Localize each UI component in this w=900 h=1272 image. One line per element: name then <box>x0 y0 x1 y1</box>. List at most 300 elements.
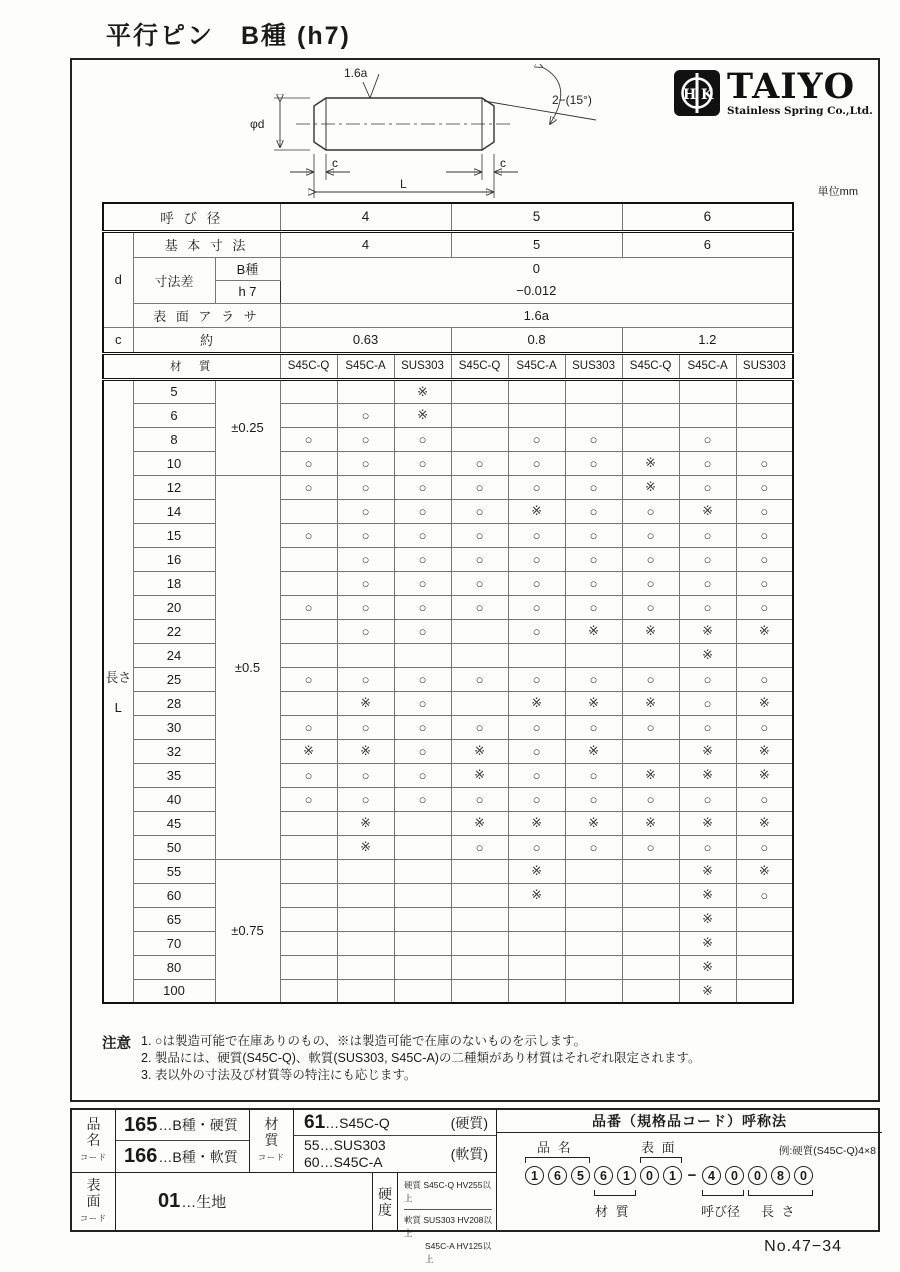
product-name-code-header <box>72 1110 116 1172</box>
code-digit: 1 <box>525 1166 544 1185</box>
chamfer-angle-label: 2−(15°) <box>552 93 592 107</box>
label-sub: コード <box>258 1153 285 1162</box>
availability-cell <box>394 811 451 835</box>
length-row <box>103 475 793 499</box>
availability-cell <box>736 955 793 979</box>
availability-cell <box>337 883 394 907</box>
code-digit: 0 <box>794 1166 813 1185</box>
basic-dim-value: 4 <box>280 231 451 257</box>
availability-cell <box>736 907 793 931</box>
label-char: 硬 <box>378 1185 392 1202</box>
availability-cell: ○ <box>622 835 679 859</box>
header-approx: 約 <box>133 327 280 353</box>
length-value: 50 <box>133 835 215 859</box>
spec-table <box>102 202 794 1004</box>
length-value: 35 <box>133 763 215 787</box>
length-value: 30 <box>133 715 215 739</box>
availability-cell: ○ <box>679 787 736 811</box>
length-row <box>103 379 793 403</box>
code-digit: 0 <box>748 1166 767 1185</box>
availability-cell: ○ <box>565 787 622 811</box>
header-d: d <box>103 231 133 327</box>
availability-cell <box>508 379 565 403</box>
diameter-value: 5 <box>451 203 622 231</box>
availability-cell <box>508 979 565 1003</box>
tolerance-values <box>280 257 793 303</box>
availability-cell: ※ <box>565 739 622 763</box>
availability-cell <box>565 643 622 667</box>
availability-cell: ○ <box>736 499 793 523</box>
availability-cell: ※ <box>337 691 394 715</box>
availability-cell <box>280 859 337 883</box>
code-row: 165 …B種・硬質 <box>116 1110 249 1141</box>
logo-mark-icon <box>674 70 720 116</box>
availability-cell <box>565 931 622 955</box>
availability-cell: ○ <box>394 451 451 475</box>
availability-cell <box>280 811 337 835</box>
availability-cell: ○ <box>679 427 736 451</box>
surface-code-value: 01 …生地 <box>116 1172 372 1230</box>
tolerance-upper: 0 <box>532 261 540 276</box>
availability-cell: ※ <box>622 475 679 499</box>
availability-cell: ○ <box>394 499 451 523</box>
availability-cell: ※ <box>679 979 736 1003</box>
length-value: 65 <box>133 907 215 931</box>
svg-text:K: K <box>701 87 714 103</box>
code-dash: − <box>687 1167 697 1184</box>
availability-cell <box>451 643 508 667</box>
length-value: 16 <box>133 547 215 571</box>
availability-cell: ※ <box>508 883 565 907</box>
availability-cell <box>280 883 337 907</box>
availability-cell <box>337 955 394 979</box>
availability-cell <box>451 931 508 955</box>
availability-cell: ○ <box>337 763 394 787</box>
availability-cell: ○ <box>337 715 394 739</box>
availability-cell: ○ <box>394 691 451 715</box>
availability-cell: ※ <box>622 763 679 787</box>
availability-cell: ○ <box>736 451 793 475</box>
availability-cell: ○ <box>280 475 337 499</box>
availability-cell: ○ <box>337 787 394 811</box>
availability-cell: ○ <box>508 475 565 499</box>
length-tolerance: ±0.25 <box>215 379 280 475</box>
tolerance-lower: −0.012 <box>516 283 557 298</box>
availability-cell: ※ <box>451 811 508 835</box>
availability-cell: ○ <box>679 595 736 619</box>
availability-cell: ○ <box>622 787 679 811</box>
availability-cell <box>451 907 508 931</box>
availability-cell <box>280 499 337 523</box>
label-material: 材 質 <box>595 1204 631 1219</box>
availability-cell <box>337 931 394 955</box>
length-row <box>103 955 793 979</box>
availability-cell: ※ <box>337 739 394 763</box>
hardness-soft-2: S45C-A HV125以上 <box>425 1241 492 1264</box>
availability-cell <box>280 907 337 931</box>
availability-cell: ○ <box>394 547 451 571</box>
availability-cell: ※ <box>565 691 622 715</box>
availability-cell: ○ <box>622 523 679 547</box>
availability-cell <box>736 427 793 451</box>
availability-cell: ○ <box>679 667 736 691</box>
length-row <box>103 499 793 523</box>
availability-cell <box>679 403 736 427</box>
material-column-header: S45C-A <box>337 353 394 379</box>
material-column-header: S45C-Q <box>451 353 508 379</box>
availability-cell: ※ <box>679 811 736 835</box>
availability-cell: ○ <box>337 619 394 643</box>
code-row: 55…SUS303 60…S45C-A (軟質) <box>304 1137 488 1170</box>
availability-cell <box>736 379 793 403</box>
surface-roughness-value: 1.6a <box>280 303 793 327</box>
code-digit: 6 <box>548 1166 567 1185</box>
header-basic-dimension: 基 本 寸 法 <box>133 231 280 257</box>
length-value: 24 <box>133 643 215 667</box>
label-length: 長 さ <box>761 1204 797 1219</box>
availability-cell: ※ <box>736 739 793 763</box>
basic-dim-value: 6 <box>622 231 793 257</box>
availability-cell: ○ <box>337 403 394 427</box>
availability-cell: ○ <box>622 499 679 523</box>
pin-dimension-diagram <box>244 64 612 206</box>
notes-label: 注意 <box>102 1036 131 1052</box>
availability-cell: ※ <box>736 691 793 715</box>
soft-tag: (軟質) <box>450 1146 488 1162</box>
availability-cell <box>622 907 679 931</box>
length-value: 22 <box>133 619 215 643</box>
part-number-diagram <box>497 1133 882 1230</box>
part-number-example: 例:硬質(S45C-Q)4×8 <box>778 1145 876 1157</box>
availability-cell: ※ <box>565 811 622 835</box>
availability-cell: ○ <box>337 547 394 571</box>
availability-cell: ○ <box>337 571 394 595</box>
availability-cell <box>622 379 679 403</box>
availability-cell: ○ <box>451 571 508 595</box>
availability-cell: ○ <box>508 619 565 643</box>
availability-cell <box>394 979 451 1003</box>
availability-cell <box>565 883 622 907</box>
length-row <box>103 811 793 835</box>
availability-cell <box>280 931 337 955</box>
availability-cell: ○ <box>337 451 394 475</box>
availability-cell <box>565 907 622 931</box>
availability-cell: ○ <box>394 571 451 595</box>
availability-cell <box>394 955 451 979</box>
material-codes <box>294 1110 497 1172</box>
availability-cell: ○ <box>451 595 508 619</box>
availability-cell <box>394 859 451 883</box>
notes-items <box>141 1032 700 1084</box>
availability-cell: ※ <box>679 859 736 883</box>
availability-cell: ○ <box>508 763 565 787</box>
availability-cell: ※ <box>394 403 451 427</box>
length-row <box>103 571 793 595</box>
length-value: 14 <box>133 499 215 523</box>
availability-cell: ○ <box>337 475 394 499</box>
availability-cell <box>736 931 793 955</box>
availability-cell: ○ <box>280 667 337 691</box>
availability-cell: ○ <box>508 595 565 619</box>
label-char: 品 <box>86 1116 101 1132</box>
note-item: 2. 製品には、硬質(S45C-Q)、軟質(SUS303, S45C-A)の二種類があり材質はそれぞれ限定されます。 <box>141 1051 701 1065</box>
availability-cell <box>451 403 508 427</box>
availability-cell: ○ <box>622 595 679 619</box>
availability-cell <box>280 955 337 979</box>
length-row <box>103 883 793 907</box>
availability-cell: ○ <box>451 715 508 739</box>
availability-cell: ○ <box>337 427 394 451</box>
availability-cell <box>622 931 679 955</box>
availability-cell: ○ <box>451 787 508 811</box>
availability-cell: ○ <box>736 595 793 619</box>
availability-cell: ○ <box>679 547 736 571</box>
length-row <box>103 907 793 931</box>
availability-cell <box>280 403 337 427</box>
availability-cell: ○ <box>394 595 451 619</box>
label-nominal-dia: 呼び径 <box>701 1204 741 1219</box>
availability-cell <box>280 619 337 643</box>
length-row <box>103 643 793 667</box>
availability-cell: ○ <box>622 571 679 595</box>
availability-cell <box>565 403 622 427</box>
header-material: 材 質 <box>103 353 280 379</box>
availability-cell: ※ <box>337 835 394 859</box>
availability-cell <box>280 643 337 667</box>
availability-cell: ※ <box>622 451 679 475</box>
availability-cell: ※ <box>508 811 565 835</box>
availability-cell: ※ <box>679 739 736 763</box>
material-column-header: S45C-Q <box>280 353 337 379</box>
availability-cell: ○ <box>280 715 337 739</box>
length-value: 5 <box>133 379 215 403</box>
code-digit: 8 <box>771 1166 790 1185</box>
product-name-codes <box>116 1110 250 1172</box>
length-value: 40 <box>133 787 215 811</box>
availability-cell: ※ <box>451 739 508 763</box>
availability-cell: ※ <box>622 691 679 715</box>
code-row: 61…S45C-Q (硬質) <box>294 1110 496 1136</box>
code-digit: 6 <box>594 1166 613 1185</box>
surface-code-header <box>72 1172 116 1230</box>
code-digit: 5 <box>571 1166 590 1185</box>
availability-cell: ○ <box>508 547 565 571</box>
availability-cell: ○ <box>337 595 394 619</box>
availability-cell <box>394 643 451 667</box>
length-value: 18 <box>133 571 215 595</box>
length-row <box>103 595 793 619</box>
basic-dim-value: 5 <box>451 231 622 257</box>
availability-cell: ○ <box>565 499 622 523</box>
diameter-value: 4 <box>280 203 451 231</box>
availability-cell: ○ <box>679 475 736 499</box>
label-char: 材 <box>264 1116 279 1132</box>
availability-cell <box>337 643 394 667</box>
availability-cell: ○ <box>508 787 565 811</box>
availability-cell <box>451 379 508 403</box>
availability-cell: ※ <box>736 811 793 835</box>
availability-cell: ○ <box>679 835 736 859</box>
bracket <box>525 1157 590 1163</box>
availability-cell <box>451 427 508 451</box>
availability-cell: ○ <box>508 523 565 547</box>
availability-cell: ※ <box>679 931 736 955</box>
label-product-name: 品 名 <box>537 1140 573 1155</box>
availability-cell <box>565 979 622 1003</box>
availability-cell <box>337 907 394 931</box>
availability-cell: ○ <box>394 787 451 811</box>
availability-cell: ○ <box>337 523 394 547</box>
availability-cell: ○ <box>337 499 394 523</box>
length-value: 6 <box>133 403 215 427</box>
length-row <box>103 547 793 571</box>
availability-cell: ○ <box>736 787 793 811</box>
length-value: 100 <box>133 979 215 1003</box>
unit-label: 単位mm <box>817 186 858 198</box>
header-c: c <box>103 327 133 353</box>
header-nominal-diameter: 呼 び 径 <box>103 203 280 231</box>
availability-cell <box>337 979 394 1003</box>
availability-cell: ※ <box>679 643 736 667</box>
availability-cell <box>508 931 565 955</box>
availability-cell: ※ <box>622 619 679 643</box>
availability-cell <box>508 907 565 931</box>
length-row <box>103 859 793 883</box>
availability-cell: ○ <box>565 595 622 619</box>
length-row <box>103 427 793 451</box>
availability-cell <box>394 835 451 859</box>
c-value: 1.2 <box>622 327 793 353</box>
length-value: 28 <box>133 691 215 715</box>
availability-cell: ○ <box>736 883 793 907</box>
header-h7: h 7 <box>215 280 280 303</box>
length-row <box>103 619 793 643</box>
length-row <box>103 931 793 955</box>
availability-cell: ○ <box>736 835 793 859</box>
availability-cell: ○ <box>394 619 451 643</box>
material-column-header: S45C-Q <box>622 353 679 379</box>
availability-cell: ○ <box>508 427 565 451</box>
availability-cell <box>337 379 394 403</box>
length-row <box>103 739 793 763</box>
availability-cell: ○ <box>679 715 736 739</box>
logo-subtitle: Stainless Spring Co.,Ltd. <box>727 105 873 117</box>
length-row <box>103 763 793 787</box>
availability-cell <box>622 883 679 907</box>
svg-text:H: H <box>683 87 697 103</box>
availability-cell: ※ <box>736 763 793 787</box>
availability-cell: ○ <box>280 451 337 475</box>
availability-cell: ○ <box>394 739 451 763</box>
availability-cell <box>337 859 394 883</box>
label-char: 面 <box>86 1192 101 1209</box>
availability-cell: ※ <box>565 619 622 643</box>
availability-cell: ○ <box>565 835 622 859</box>
availability-cell <box>451 619 508 643</box>
length-tolerance: ±0.5 <box>215 475 280 859</box>
logo-text <box>727 66 873 117</box>
availability-cell <box>508 955 565 979</box>
availability-cell: ○ <box>508 571 565 595</box>
length-value: 45 <box>133 811 215 835</box>
availability-cell: ○ <box>736 667 793 691</box>
availability-cell <box>451 979 508 1003</box>
label-char: 表 <box>86 1176 101 1193</box>
length-value: 60 <box>133 883 215 907</box>
content-frame <box>70 58 880 1102</box>
c-value: 0.8 <box>451 327 622 353</box>
availability-cell: ○ <box>565 523 622 547</box>
availability-cell: ※ <box>679 883 736 907</box>
availability-cell <box>280 571 337 595</box>
label-surface: 表 面 <box>641 1140 677 1155</box>
availability-cell: ○ <box>565 763 622 787</box>
bracket <box>702 1190 744 1196</box>
availability-cell: ○ <box>565 427 622 451</box>
availability-cell: ○ <box>394 715 451 739</box>
hardness-soft-1: 軟質 SUS303 HV208以上 <box>404 1215 492 1238</box>
availability-cell: ○ <box>451 547 508 571</box>
length-value: 55 <box>133 859 215 883</box>
availability-cell: ○ <box>679 451 736 475</box>
availability-cell: ○ <box>280 595 337 619</box>
availability-cell <box>394 883 451 907</box>
availability-cell: ※ <box>679 907 736 931</box>
label-sub: コード <box>80 1213 107 1223</box>
availability-cell <box>394 907 451 931</box>
availability-cell <box>622 859 679 883</box>
length-value: 10 <box>133 451 215 475</box>
label-char: 質 <box>264 1132 279 1148</box>
length-row <box>103 835 793 859</box>
availability-cell: ○ <box>736 475 793 499</box>
availability-cell: ○ <box>394 523 451 547</box>
part-number-box <box>497 1110 882 1230</box>
part-number-title: 品番（規格品コード）呼称法 <box>497 1110 882 1133</box>
availability-cell <box>508 643 565 667</box>
availability-cell: ○ <box>280 427 337 451</box>
header-surface-roughness: 表 面 ア ラ サ <box>133 303 280 327</box>
availability-cell: ※ <box>679 955 736 979</box>
availability-cell <box>394 931 451 955</box>
material-code-header <box>250 1110 294 1172</box>
availability-cell: ○ <box>394 667 451 691</box>
availability-cell: ※ <box>508 859 565 883</box>
availability-cell <box>622 739 679 763</box>
bracket <box>748 1190 813 1196</box>
length-tolerance: ±0.75 <box>215 859 280 1003</box>
material-column-header: S45C-A <box>679 353 736 379</box>
availability-cell <box>565 379 622 403</box>
code-digit: 1 <box>663 1166 682 1185</box>
length-row <box>103 979 793 1003</box>
chamfer-label-right: c <box>500 156 506 170</box>
availability-cell: ○ <box>565 475 622 499</box>
bracket <box>594 1190 636 1196</box>
availability-cell: ○ <box>679 523 736 547</box>
availability-cell <box>622 403 679 427</box>
logo-name: TAIYO <box>727 66 856 107</box>
availability-cell: ○ <box>451 499 508 523</box>
availability-cell: ○ <box>280 763 337 787</box>
availability-cell: ※ <box>736 859 793 883</box>
length-value: 20 <box>133 595 215 619</box>
availability-cell: ○ <box>508 739 565 763</box>
length-row <box>103 691 793 715</box>
company-logo <box>674 66 873 117</box>
availability-cell: ※ <box>736 619 793 643</box>
availability-cell: ○ <box>679 571 736 595</box>
